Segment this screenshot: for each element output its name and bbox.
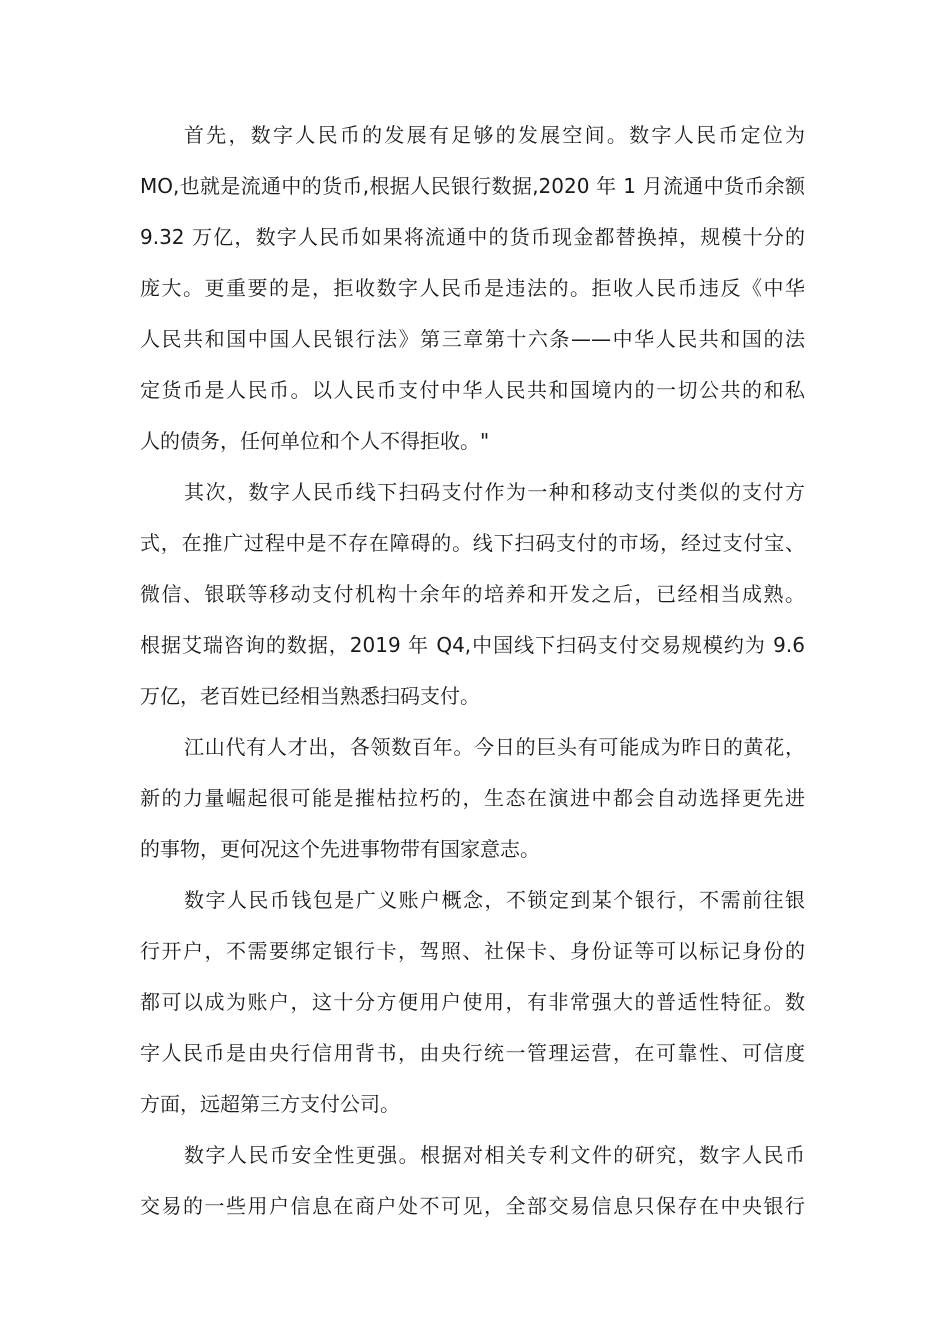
text-line: 交易的一些用户信息在商户处不可见，全部交易信息只保存在中央银行 xyxy=(140,1194,805,1218)
text-line: 行开户，不需要绑定银行卡，驾照、社保卡、身份证等可以标记身份的 xyxy=(140,939,805,963)
paragraph xyxy=(140,110,805,467)
text-line: 江山代有人才出，各领数百年。今日的巨头有可能成为昨日的黄花， xyxy=(184,735,805,759)
text-line: 微信、银联等移动支付机构十余年的培养和开发之后，已经相当成熟。 xyxy=(140,582,805,606)
text-line: 都可以成为账户，这十分方便用户使用，有非常强大的普适性特征。数 xyxy=(140,990,805,1014)
text-line: 庞大。更重要的是，拒收数字人民币是违法的。拒收人民币违反《中华 xyxy=(140,276,805,300)
text-line: 人的债务，任何单位和个人不得拒收。" xyxy=(140,429,490,453)
text-line: 9.32 万亿，数字人民币如果将流通中的货币现金都替换掉，规模十分的 xyxy=(140,225,805,249)
paragraph xyxy=(140,467,805,722)
text-line: 的事物，更何况这个先进事物带有国家意志。 xyxy=(140,837,540,861)
paragraph xyxy=(140,1130,805,1232)
document-body xyxy=(140,110,805,1232)
text-line: 数字人民币安全性更强。根据对相关专利文件的研究，数字人民币 xyxy=(184,1143,805,1167)
text-line: 字人民币是由央行信用背书，由央行统一管理运营，在可靠性、可信度 xyxy=(140,1041,805,1065)
text-line: 方面，远超第三方支付公司。 xyxy=(140,1092,400,1116)
paragraph xyxy=(140,875,805,1130)
text-line: 数字人民币钱包是广义账户概念，不锁定到某个银行，不需前往银 xyxy=(184,888,805,912)
text-line: 式，在推广过程中是不存在障碍的。线下扫码支付的市场，经过支付宝、 xyxy=(140,531,805,555)
text-line: 定货币是人民币。以人民币支付中华人民共和国境内的一切公共的和私 xyxy=(140,378,805,402)
text-line: 万亿，老百姓已经相当熟悉扫码支付。 xyxy=(140,684,480,708)
text-line: MO,也就是流通中的货币,根据人民银行数据,2020 年 1 月流通中货币余额 xyxy=(140,174,805,198)
text-line: 其次，数字人民币线下扫码支付作为一种和移动支付类似的支付方 xyxy=(184,480,805,504)
text-line: 人民共和国中国人民银行法》第三章第十六条——中华人民共和国的法 xyxy=(140,327,805,351)
text-line: 首先，数字人民币的发展有足够的发展空间。数字人民币定位为 xyxy=(184,123,805,147)
text-line: 根据艾瑞咨询的数据，2019 年 Q4,中国线下扫码支付交易规模约为 9.6 xyxy=(140,633,805,657)
text-line: 新的力量崛起很可能是摧枯拉朽的，生态在演进中都会自动选择更先进 xyxy=(140,786,805,810)
paragraph xyxy=(140,722,805,875)
